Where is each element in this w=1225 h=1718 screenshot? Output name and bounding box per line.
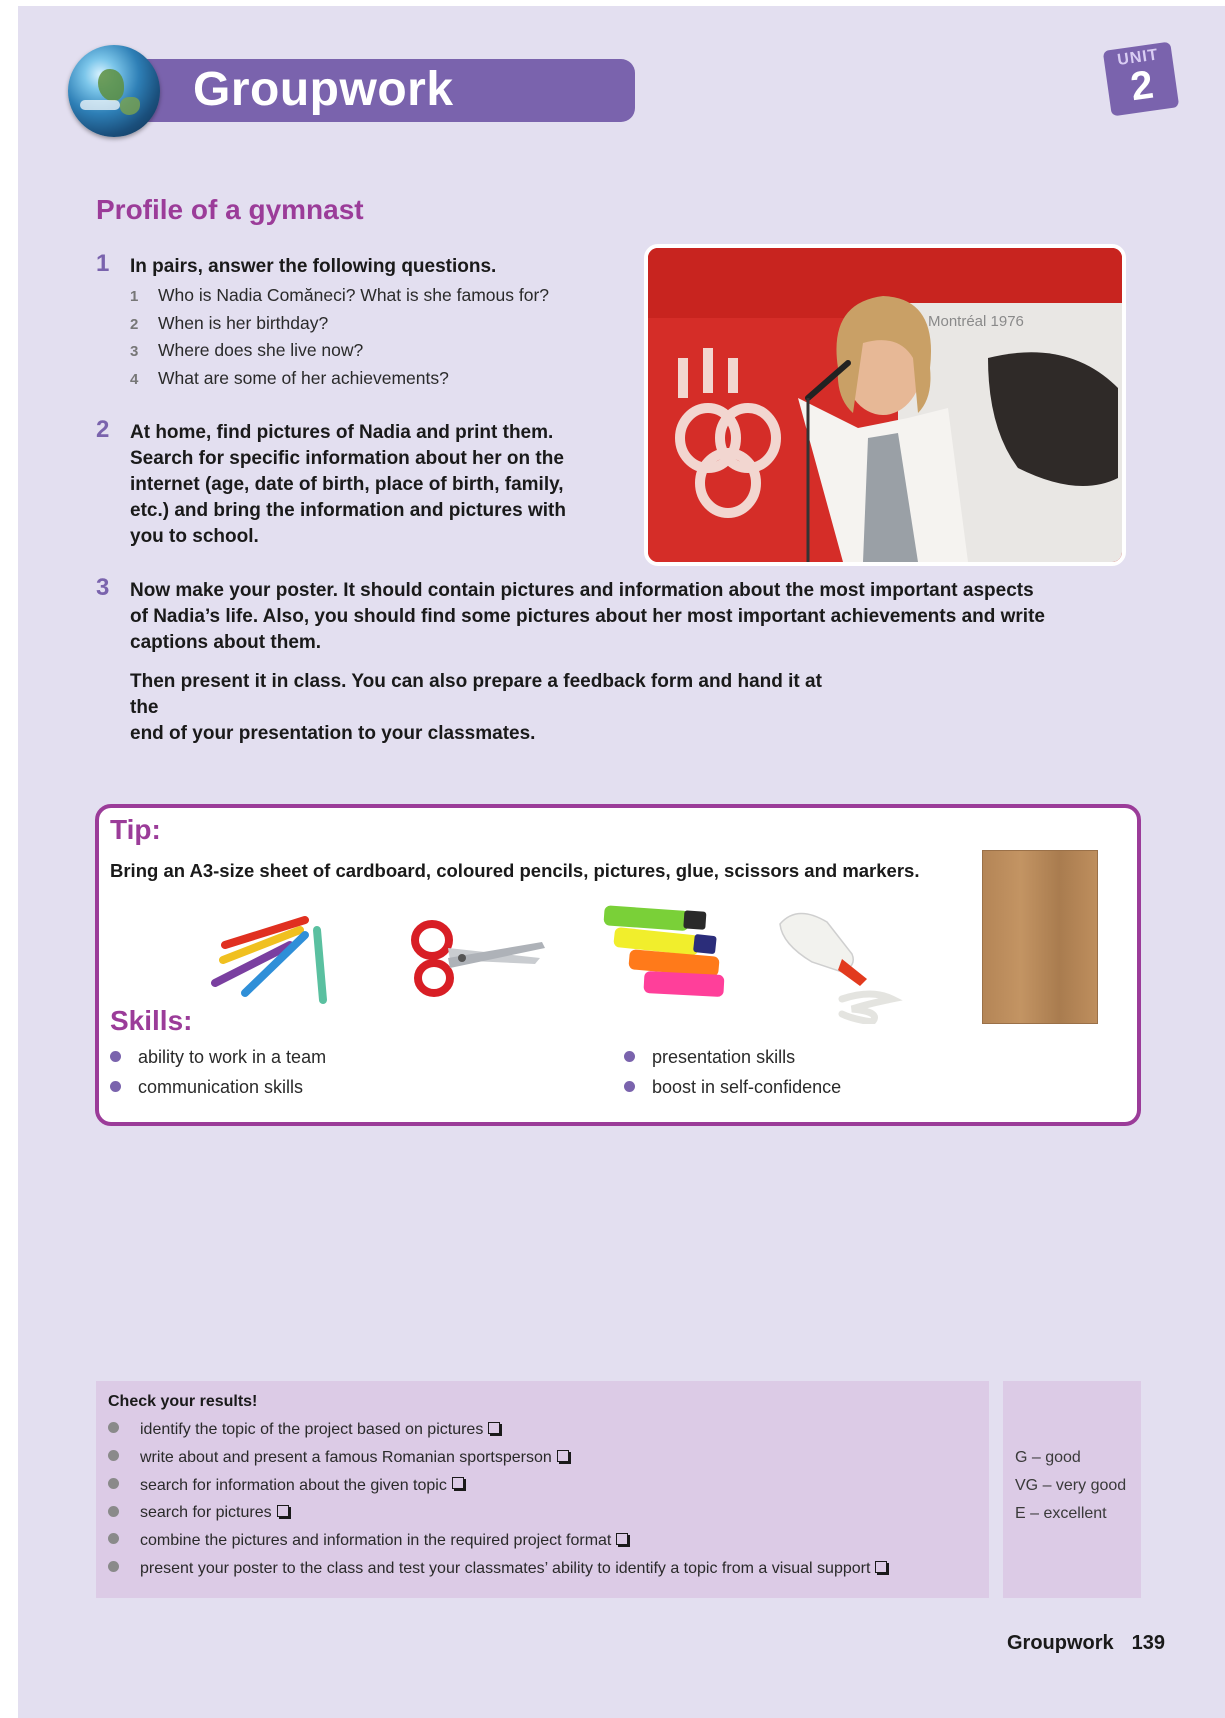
cardboard-sheet [982, 850, 1098, 1024]
check-item: identify the topic of the project based on pictures [108, 1421, 887, 1449]
exercise-2-number: 2 [96, 416, 110, 443]
page-number: 139 [1131, 1632, 1166, 1654]
page-footer [1007, 1632, 1165, 1655]
exercise-3-followup: Then present it in class. You can also prepare a feedback form and hand it at the end of your presentation to your classmates. [130, 671, 822, 744]
question-item: 4 What are some of her achievements? [130, 367, 449, 388]
checkbox[interactable] [277, 1505, 289, 1517]
unit-badge [1103, 42, 1180, 117]
tip-title: Tip: [110, 814, 161, 845]
exercise-1-number: 1 [96, 250, 110, 277]
checkbox[interactable] [488, 1422, 500, 1434]
skill-item: communication skills [110, 1077, 303, 1098]
crayons-icon [205, 905, 335, 1005]
check-item: present your poster to the class and test your classmates’ ability to identify a topic from a visual support [108, 1560, 887, 1588]
unit-number: 2 [1127, 62, 1157, 110]
check-list [108, 1421, 887, 1588]
exercise-1-instruction: In pairs, answer the following questions. [130, 256, 497, 277]
question-item: 2 When is her birthday? [130, 312, 329, 333]
check-item: write about and present a famous Romanian sportsperson [108, 1449, 887, 1477]
nadia-photo [644, 244, 1126, 566]
markers-icon [594, 903, 729, 998]
question-item: 3 Where does she live now? [130, 340, 364, 360]
question-list [130, 285, 549, 395]
exercise-3-number: 3 [96, 574, 110, 601]
check-item: combine the pictures and information in the required project format [108, 1532, 887, 1560]
checkbox[interactable] [875, 1561, 887, 1573]
checkbox[interactable] [616, 1533, 628, 1545]
skills-title: Skills: [110, 1005, 193, 1036]
exercise-2-text: At home, find pictures of Nadia and print them. Search for specific information about her on the internet (age, date of birth, place of birth, family, etc.) and bring the information and pictures with you to school. [130, 422, 566, 547]
check-results-title: Check your results! [108, 1393, 258, 1410]
footer-label: Groupwork [1007, 1632, 1114, 1654]
checkbox[interactable] [557, 1450, 569, 1462]
grade-item: VG – very good [1015, 1477, 1127, 1494]
globe-icon [68, 45, 160, 137]
unit-label: UNIT [1116, 46, 1160, 70]
skill-item: boost in self-confidence [624, 1077, 841, 1098]
skill-item: ability to work in a team [110, 1047, 326, 1068]
page-title: Groupwork [193, 63, 454, 116]
exercise-3-text: Now make your poster. It should contain pictures and information about the most important aspects of Nadia’s life. Also, you should find some pictures about her most important achievements and write captions about them. [130, 580, 1045, 653]
grade-item: E – excellent [1015, 1505, 1107, 1522]
glue-bottle-icon [772, 904, 912, 1024]
check-item: search for information about the given topic [108, 1477, 887, 1505]
checkbox[interactable] [452, 1477, 464, 1489]
grade-item: G – good [1015, 1449, 1081, 1466]
scissors-icon [410, 918, 550, 1000]
check-item: search for pictures [108, 1504, 887, 1532]
section-title: Profile of a gymnast [96, 194, 364, 225]
tip-text: Bring an A3-size sheet of cardboard, coloured pencils, pictures, glue, scissors and markers. [110, 860, 920, 881]
grade-key [1015, 1449, 1126, 1533]
skill-item: presentation skills [624, 1047, 795, 1068]
photo-sign-text: Montréal 1976 [928, 313, 1024, 330]
question-item: 1 Who is Nadia Comăneci? What is she famous for? [130, 285, 549, 305]
